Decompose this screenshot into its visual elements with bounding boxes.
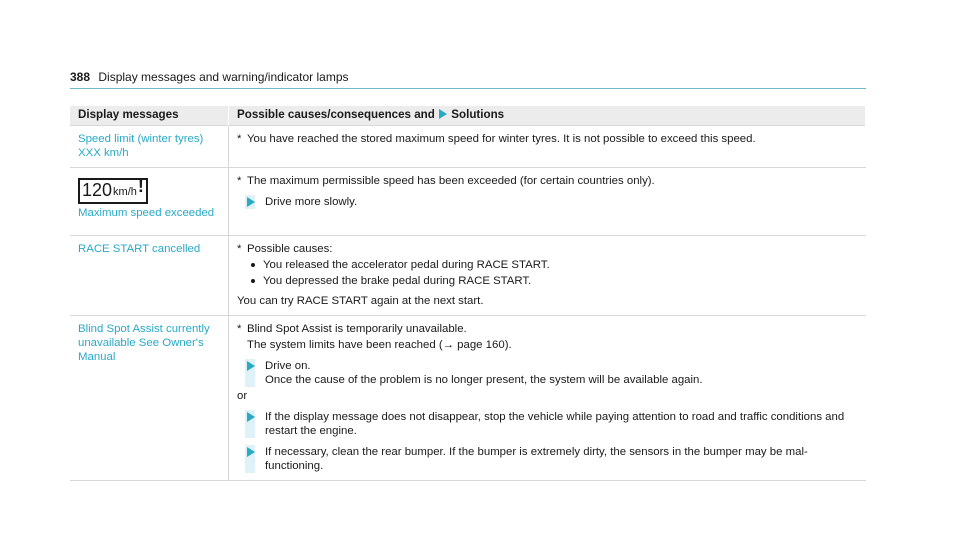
page-number: 388 [70, 70, 91, 84]
cause-cell: * Possible causes: You released the accelerator pedal during RACE START. You depressed the brake pedal during RACE START. You can try RACE START again at the next start. [229, 236, 866, 316]
cause-cell: * You have reached the stored maximum speed for winter tyres. It is not possible to exceed this speed. [229, 126, 866, 168]
display-message: Maximum speed exceeded [78, 207, 215, 219]
bullet-icon [251, 263, 255, 267]
table-row [70, 236, 866, 316]
solution-arrow-icon [247, 361, 255, 371]
table-row [70, 316, 866, 481]
system-limits-text: The system limits have been reached (→ page 160). [247, 339, 512, 351]
cause-cell: * The maximum permissible speed has been exceeded (for certain countries only). Drive more slowly. [229, 168, 866, 236]
table-header-row [70, 106, 866, 126]
display-message: Blind Spot Assist currently unavailable See Owner's Manual [78, 323, 210, 363]
asterisk: * [237, 133, 242, 145]
page-header [70, 70, 349, 84]
solution-arrow-icon [439, 109, 447, 119]
cause-cell: * Blind Spot Assist is temporarily unavailable. The system limits have been reached (→ page 160). Drive on. Once the cause of the problem is no longer present, the system will be available again. or If the display message does not disappear, stop the vehicle while paying attention to road and traffic conditions and restart the engine. If necessary, clean the rear bumper. If the bumper is extremely dirty, the sensors in the bumper may be mal-functioning. [229, 316, 866, 481]
display-message: Speed limit (winter tyres) XXX km/h [78, 133, 204, 159]
solution-arrow-icon [247, 447, 255, 457]
col-header-display-messages: Display messages [70, 106, 229, 126]
or-separator: or [237, 390, 248, 402]
asterisk: * [237, 175, 242, 187]
col-header-causes-solutions: Possible causes/consequences and Solutions [229, 106, 866, 126]
bullet-icon [251, 279, 255, 283]
solution-step: Drive more slowly. [245, 195, 858, 209]
list-item: You released the accelerator pedal during RACE START. [237, 258, 858, 272]
solution-arrow-icon [247, 412, 255, 422]
message-cell [70, 126, 229, 168]
display-message: RACE START cancelled [78, 243, 201, 255]
solution-arrow-icon [247, 197, 255, 207]
note: You can try RACE START again at the next start. [237, 295, 484, 307]
list-item: You depressed the brake pedal during RACE START. [237, 274, 858, 288]
page-section-title: Display messages and warning/indicator lamps [98, 70, 349, 84]
message-cell [70, 236, 229, 316]
message-cell [70, 316, 229, 481]
solution-step: If necessary, clean the rear bumper. If the bumper is extremely dirty, the sensors in the bumper may be mal-functioning. [245, 445, 858, 473]
message-cell [70, 168, 229, 236]
speed-limit-exceeded-icon: 120 km/h ! [78, 178, 148, 204]
display-messages-table [70, 106, 866, 481]
solution-step: If the display message does not disappear, stop the vehicle while paying attention to road and traffic conditions and restart the engine. [245, 410, 858, 438]
header-rule [70, 88, 866, 89]
asterisk: * [237, 243, 242, 255]
table-row [70, 126, 866, 168]
solution-step: Drive on. Once the cause of the problem is no longer present, the system will be available again. [245, 359, 858, 387]
asterisk: * [237, 323, 242, 335]
table-row [70, 168, 866, 236]
